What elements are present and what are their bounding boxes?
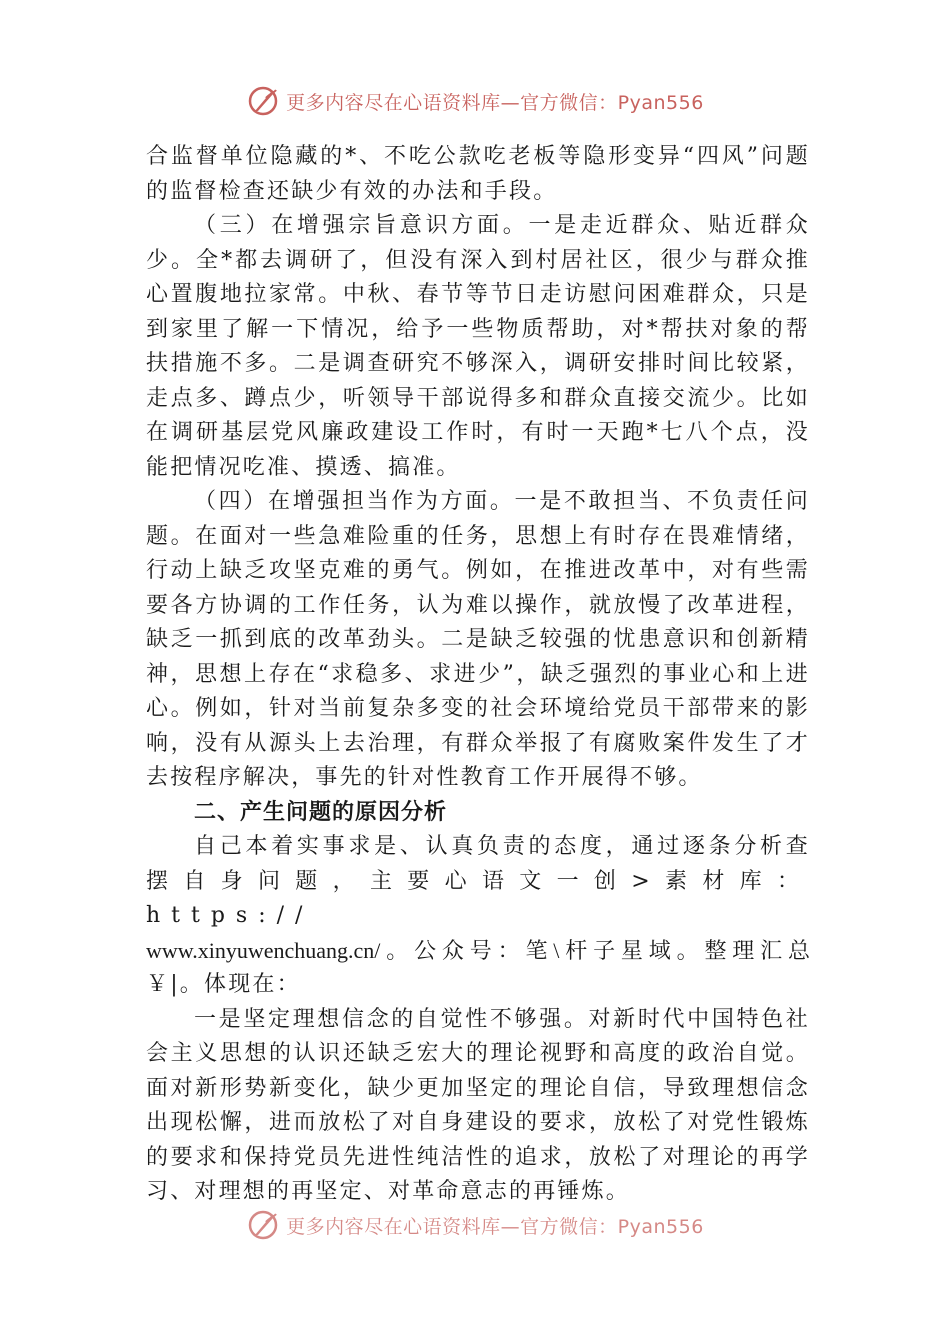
paragraph-continuation: 合监督单位隐藏的*、不吃公款吃老板等隐形变异“四风”问题的监督检查还缺少有效的办法和手段。: [146, 144, 810, 204]
paragraph-ideals-belief: 一是坚定理想信念的自觉性不够强。对新时代中国特色社会主义思想的认识还缺乏宏大的理论视野和高度的政治自觉。面对新形势新变化，缺少更加坚定的理论自信，导致理想信念出现松懈，进而放松了对自身建设的要求，放松了对党性锻炼的要求和保持党员先进性纯洁性的追求，放松了对理论的再学习、对理想的再坚定、对革命意志的再锤炼。: [146, 1006, 810, 1204]
analysis-line-2: 摆自身问题，主要心语文一创>素材库：https://: [146, 868, 810, 928]
banner-text: 更多内容尽在心语资料库—官方微信：Pyan556: [286, 91, 704, 114]
section-heading: 二、产生问题的原因分析: [194, 799, 448, 825]
analysis-line-3: www.xinyuwenchuang.cn/。公众号：笔\杆子星域。整理汇总: [146, 937, 810, 963]
quill-pen-logo-icon: [246, 1208, 280, 1242]
banner-text: 更多内容尽在心语资料库—官方微信：Pyan556: [286, 1215, 704, 1238]
paragraph-purpose-awareness: （三）在增强宗旨意识方面。一是走近群众、贴近群众少。全*都去调研了，但没有深入到村居社区，很少与群众推心置腹地拉家常。中秋、春节等节日走访慰问困难群众，只是到家里了解一下情况，给予一些物质帮助，对*帮扶对象的帮扶措施不多。二是调查研究不够深入，调研安排时间比较紧，走点多、蹲点少，听领导干部说得多和群众直接交流少。比如在调研基层党风廉政建设工作时，有时一天跑*七八个点，没能把情况吃准、摸透、搞准。: [146, 213, 810, 480]
paragraph-responsibility: （四）在增强担当作为方面。一是不敢担当、不负责任问题。在面对一些急难险重的任务，思想上有时存在畏难情绪，行动上缺乏攻坚克难的勇气。例如，在推进改革中，对有些需要各方协调的工作任务，认为难以操作，就放慢了改革进程，缺乏一抓到底的改革劲头。二是缺乏较强的忧患意识和创新精神，思想上存在“求稳多、求进少”，缺乏强烈的事业心和上进心。例如，针对当前复杂多变的社会环境给党员干部带来的影响，没有从源头上去治理，有群众举报了有腐败案件发生了才去按程序解决，事先的针对性教育工作开展得不够。: [146, 489, 810, 790]
analysis-line-1: 自己本着实事求是、认真负责的态度，通过逐条分析查: [194, 834, 810, 859]
analysis-line-4: ￥|。体现在：: [146, 972, 301, 997]
footer-watermark-banner: [0, 1208, 950, 1242]
header-watermark-banner: [0, 84, 950, 118]
document-body: [146, 140, 810, 1210]
quill-pen-logo-icon: [246, 84, 280, 118]
